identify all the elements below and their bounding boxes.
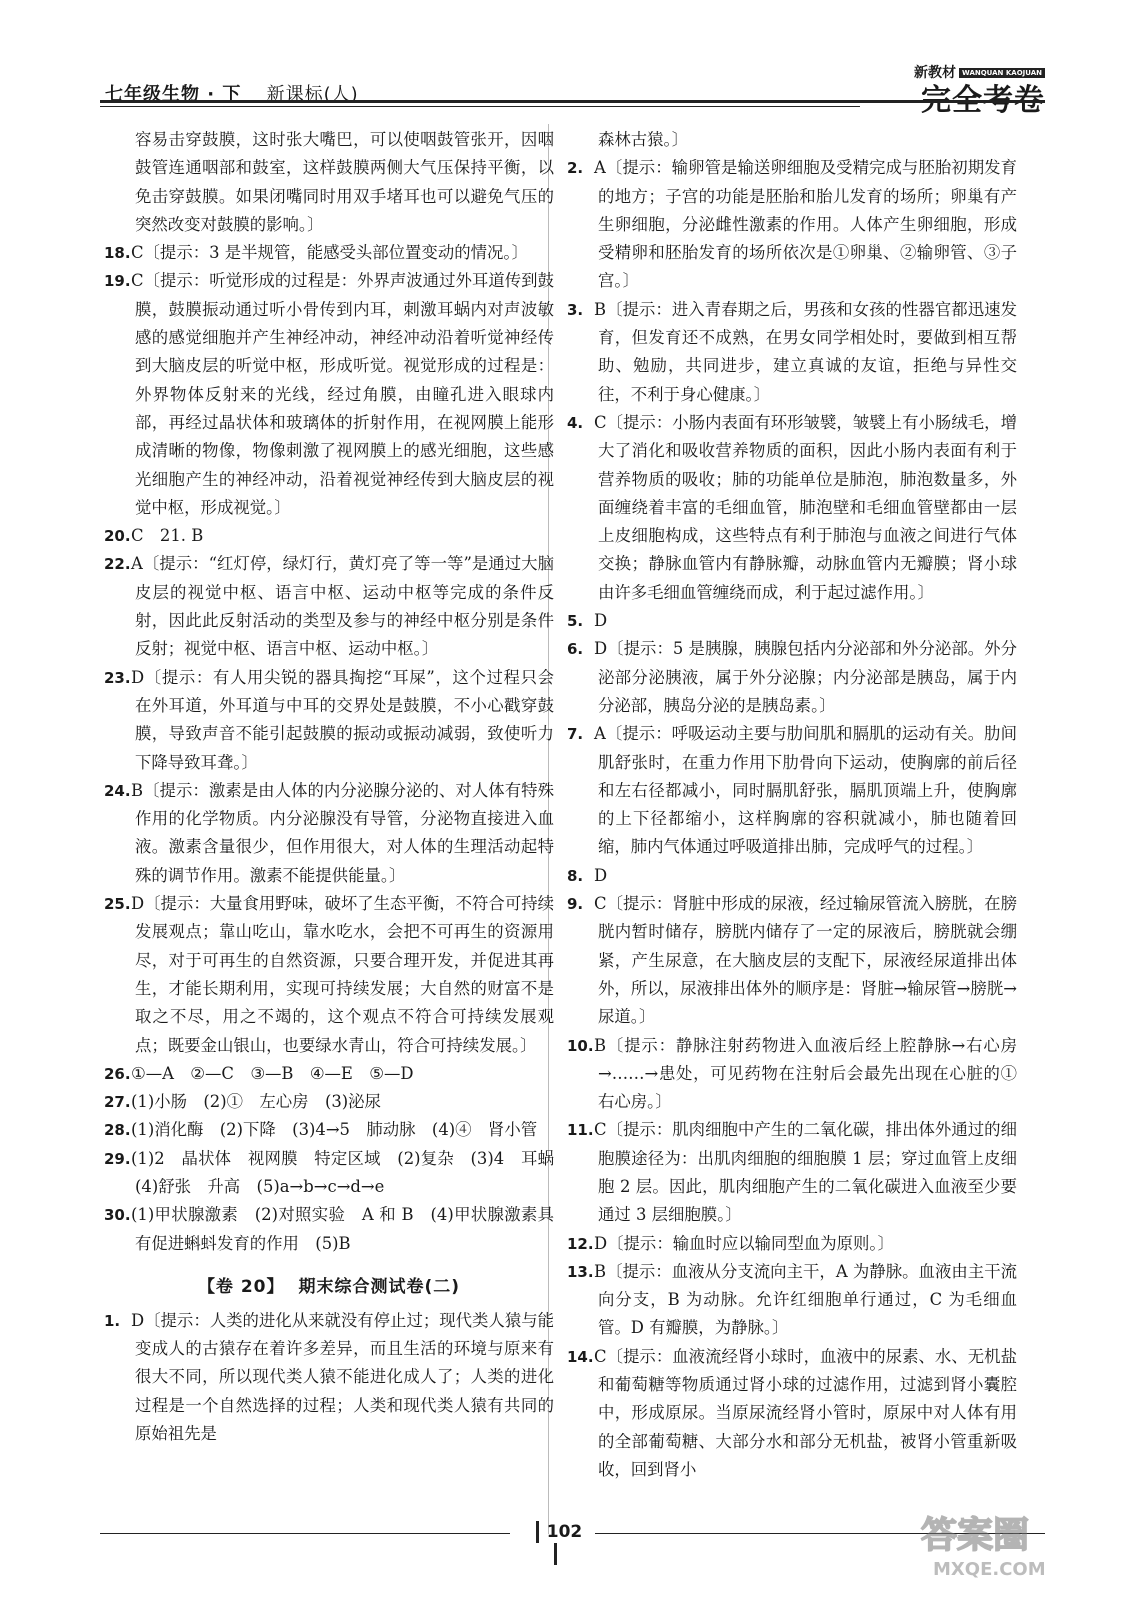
answer-list xyxy=(104,1307,554,1448)
answer-number: 3. xyxy=(567,300,584,319)
answer-number: 24. xyxy=(104,781,131,800)
left-column xyxy=(104,126,571,1448)
answer-number: 5. xyxy=(567,612,584,631)
answer-number: 20. xyxy=(104,527,131,546)
answer-number: 22. xyxy=(104,555,131,574)
header-rule xyxy=(100,100,1045,103)
answer-item xyxy=(104,890,554,1060)
answer-item xyxy=(104,1201,554,1258)
answer-item xyxy=(567,720,1017,861)
answer-item xyxy=(567,607,1017,635)
answer-text: (1)消化酶 (2)下降 (3)4→5 肺动脉 (4)④ 肾小管 xyxy=(131,1120,538,1140)
answer-list xyxy=(104,239,571,1258)
watermark-logo xyxy=(915,1505,1065,1585)
answer-number: 13. xyxy=(567,1262,594,1281)
answer-item xyxy=(567,1258,1017,1343)
answer-text: D〔提示：人类的进化从来就没有停止过；现代类人猿与能变成人的古猿存在着许多差异，而且生活的环境与原来有很大不同，所以现代类人猿不能进化成人了；人类的进化过程是一个自然选择的过程；人类和现代类人猿有共同的原始祖先是 xyxy=(131,1310,554,1444)
footer-rule xyxy=(100,1533,510,1534)
answer-list xyxy=(567,154,1017,1484)
brand-tag: WANQUAN KAOJUAN xyxy=(959,68,1045,78)
header-rule-thin xyxy=(100,106,860,107)
brand-main-text: 完全考卷 xyxy=(921,83,1045,118)
answer-item xyxy=(104,1307,554,1448)
answer-text: B〔提示：静脉注射药物进入血液后经上腔静脉→右心房→……→患处，可见药物在注射后会最先出现在心脏的①右心房。〕 xyxy=(594,1035,1017,1112)
answer-item xyxy=(104,550,554,663)
answer-item xyxy=(567,1032,1017,1117)
page-number-text: 102 xyxy=(546,1522,583,1542)
answer-item xyxy=(104,1088,554,1116)
answer-item xyxy=(104,1116,554,1144)
answer-text: D〔提示：有人用尖锐的器具掏挖“耳屎”，这个过程只会在外耳道，外耳道与中耳的交界处是鼓膜，不小心戳穿鼓膜，导致声音不能引起鼓膜的振动或振动减弱，致使听力下降导致耳聋。〕 xyxy=(131,667,554,772)
answer-item xyxy=(567,1116,1017,1229)
section-title: 期末综合测试卷(二) xyxy=(298,1276,461,1297)
answer-item xyxy=(567,1230,1017,1258)
answer-item xyxy=(567,890,1017,1031)
answer-number: 12. xyxy=(567,1234,594,1253)
answer-text: B〔提示：激素是由人体的内分泌腺分泌的、对人体有特殊作用的化学物质。内分泌腺没有导管，分泌物直接进入血液。激素含量很少，但作用很大，对人体的生理活动起特殊的调节作用。激素不能提供能量。〕 xyxy=(131,780,554,885)
answer-text: A〔提示：呼吸运动主要与肋间肌和膈肌的运动有关。肋间肌舒张时，在重力作用下肋骨向下运动，使胸廓的前后径和左右径都减小，同时膈肌舒张，膈肌顶端上升，使胸廓的上下径都缩小，这样胸廓的容积就减小，肺也随着回缩，肺内气体通过呼吸道排出肺，完成呼气的过程。〕 xyxy=(594,724,1017,857)
answer-number: 6. xyxy=(567,640,584,659)
brand-top-text: 新教材 xyxy=(914,65,957,81)
answer-number: 19. xyxy=(104,272,131,291)
answer-number: 30. xyxy=(104,1206,131,1225)
answer-text: C 21. B xyxy=(131,526,204,546)
answer-text: C〔提示：听觉形成的过程是：外界声波通过外耳道传到鼓膜，鼓膜振动通过听小骨传到内耳，刺激耳蜗内对声波敏感的感觉细胞并产生神经冲动，神经冲动沿着听觉神经传到大脑皮层的听觉中枢，形成听觉。视觉形成的过程是：外界物体反射来的光线，经过角膜，由瞳孔进入眼球内部，再经过晶状体和玻璃体的折射作用，在视网膜上能形成清晰的物像，物像刺激了视网膜上的感光细胞，这些感光细胞产生的神经冲动，沿着视觉神经传到大脑皮层的视觉中枢，形成视觉。〕 xyxy=(131,271,554,517)
answer-item xyxy=(567,154,1017,295)
right-column xyxy=(567,126,1017,1484)
answer-number: 18. xyxy=(104,244,131,263)
answer-text: D xyxy=(594,611,608,631)
answer-number: 27. xyxy=(104,1093,131,1112)
answer-number: 8. xyxy=(567,866,584,885)
answer-number: 26. xyxy=(104,1064,131,1083)
answer-number: 1. xyxy=(104,1311,121,1330)
answer-item xyxy=(104,777,554,890)
section-heading xyxy=(104,1272,554,1297)
watermark-url: MXQE.COM xyxy=(933,1559,1046,1580)
answer-text: C〔提示：肌肉细胞中产生的二氧化碳，排出体外通过的细胞膜途径为：出肌肉细胞的细胞膜 1 层；穿过血管上皮细胞 2 层。因此，肌肉细胞产生的二氧化碳进入血液至少要通过 3 层细胞膜。〕 xyxy=(594,1120,1017,1225)
page-number xyxy=(525,1521,585,1565)
answer-number: 23. xyxy=(104,668,131,687)
answer-text: A〔提示：“红灯停，绿灯行，黄灯亮了等一等”是通过大脑皮层的视觉中枢、语言中枢、运动中枢等完成的条件反射，因此此反射活动的类型及参与的神经中枢分别是条件反射；视觉中枢、语言中枢、运动中枢。〕 xyxy=(131,554,554,659)
page-header xyxy=(100,62,1045,122)
answer-item xyxy=(567,296,1017,409)
answer-continuation: 容易击穿鼓膜，这时张大嘴巴，可以使咽鼓管张开，因咽鼓管连通咽部和鼓室，这样鼓膜两侧大气压保持平衡，以免击穿鼓膜。如果闭嘴同时用双手堵耳也可以避免气压的突然改变对鼓膜的影响。〕 xyxy=(135,130,554,234)
answer-item xyxy=(104,522,554,550)
answer-number: 4. xyxy=(567,413,584,432)
answer-item xyxy=(567,1343,1017,1484)
answer-text: (1)小肠 (2)① 左心房 (3)泌尿 xyxy=(131,1092,381,1112)
answer-text: (1)甲状腺激素 (2)对照实验 A 和 B (4)甲状腺激素具有促进蝌蚪发育的作用 (5)B xyxy=(131,1205,554,1253)
answer-text: (1)2 晶状体 视网膜 特定区域 (2)复杂 (3)4 耳蜗 (4)舒张 升高 (5)a→b→c→d→e xyxy=(131,1148,571,1196)
answer-text: C〔提示：小肠内表面有环形皱襞，皱襞上有小肠绒毛，增大了消化和吸收营养物质的面积，因此小肠内表面有利于营养物质的吸收；肺的功能单位是肺泡，肺泡数量多，外面缠绕着丰富的毛细血管，肺泡壁和毛细血管壁都由一层上皮细胞构成，这些特点有利于肺泡与血液之间进行气体交换；静脉血管内有静脉瓣，动脉血管内无瓣膜；肾小球由许多毛细血管缠绕而成，利于起过滤作用。〕 xyxy=(594,412,1017,602)
answer-text: D〔提示：5 是胰腺，胰腺包括内分泌部和外分泌部。外分泌部分泌胰液，属于外分泌腺；内分泌部是胰岛，属于内分泌部，胰岛分泌的是胰岛素。〕 xyxy=(594,639,1017,715)
book-title-text: 七年级生物 · 下 xyxy=(105,84,242,105)
answer-item xyxy=(104,1060,554,1088)
answer-text: C〔提示：3 是半规管，能感受头部位置变动的情况。〕 xyxy=(131,243,528,263)
answer-text: D〔提示：输血时应以输同型血为原则。〕 xyxy=(594,1233,894,1253)
answer-number: 14. xyxy=(567,1347,594,1366)
answer-number: 7. xyxy=(567,725,584,744)
answer-item xyxy=(104,267,554,522)
answer-item xyxy=(567,635,1017,720)
answer-number: 11. xyxy=(567,1121,594,1140)
answer-number: 10. xyxy=(567,1036,594,1055)
answer-continuation: 森林古猿。〕 xyxy=(598,130,689,149)
brand-logo xyxy=(914,62,1045,118)
answer-text: C〔提示：肾脏中形成的尿液，经过输尿管流入膀胱，在膀胱内暂时储存，膀胱内储存了一定的尿液后，膀胱就会绷紧，产生尿意，在大脑皮层的支配下，尿液经尿道排出体外，所以，尿液排出体外的顺序是：肾脏→输尿管→膀胱→尿道。〕 xyxy=(594,894,1017,1027)
answer-item xyxy=(104,239,554,267)
answer-text: B〔提示：血液从分支流向主干，A 为静脉。血液由主干流向分支，B 为动脉。允许红细胞单行通过，C 为毛细血管。D 有瓣膜，为静脉。〕 xyxy=(594,1261,1017,1338)
answer-text: D〔提示：大量食用野味，破坏了生态平衡，不符合可持续发展观点；靠山吃山，靠水吃水，会把不可再生的资源用尽，对于可再生的自然资源，只要合理开发，并促进其再生，才能长期利用，实现可持续发展；大自然的财富不是取之不尽，用之不竭的，这个观点不符合可持续发展观点；既要金山银山，也要绿水青山，符合可持续发展。〕 xyxy=(131,894,554,1055)
answer-text: D xyxy=(594,865,608,885)
answer-number: 2. xyxy=(567,159,584,178)
answer-number: 29. xyxy=(104,1149,131,1168)
answer-number: 25. xyxy=(104,895,131,914)
answer-item xyxy=(567,862,1017,890)
answer-number: 28. xyxy=(104,1121,131,1140)
section-label: 【卷 20】 xyxy=(197,1276,285,1297)
answer-text: C〔提示：血液流经肾小球时，血液中的尿素、水、无机盐和葡萄糖等物质通过肾小球的过滤作用，过滤到肾小囊腔中，形成原尿。当原尿流经肾小管时，原尿中对人体有用的全部葡萄糖、大部分水和部分无机盐，被肾小管重新吸收，回到肾小 xyxy=(594,1346,1017,1479)
watermark-text: 答案圈 xyxy=(921,1515,1030,1556)
answer-item xyxy=(567,409,1017,607)
answer-item xyxy=(104,1145,571,1202)
answer-item xyxy=(104,664,554,777)
answer-text: A〔提示：输卵管是输送卵细胞及受精完成与胚胎初期发育的地方；子宫的功能是胚胎和胎儿发育的场所；卵巢有产生卵细胞，分泌雌性激素的作用。人体产生卵细胞，形成受精卵和胚胎发育的场所依次是①卵巢、②输卵管、③子宫。〕 xyxy=(594,158,1017,291)
book-edition: 新课标(人) xyxy=(266,84,359,105)
answer-text: B〔提示：进入青春期之后，男孩和女孩的性器官都迅速发育，但发育还不成熟，在男女同学相处时，要做到相互帮助、勉励，共同进步，建立真诚的友谊，拒绝与异性交往，不利于身心健康。〕 xyxy=(594,299,1017,404)
answer-text: ①—A ②—C ③—B ④—E ⑤—D xyxy=(131,1063,414,1083)
answer-number: 9. xyxy=(567,895,584,914)
